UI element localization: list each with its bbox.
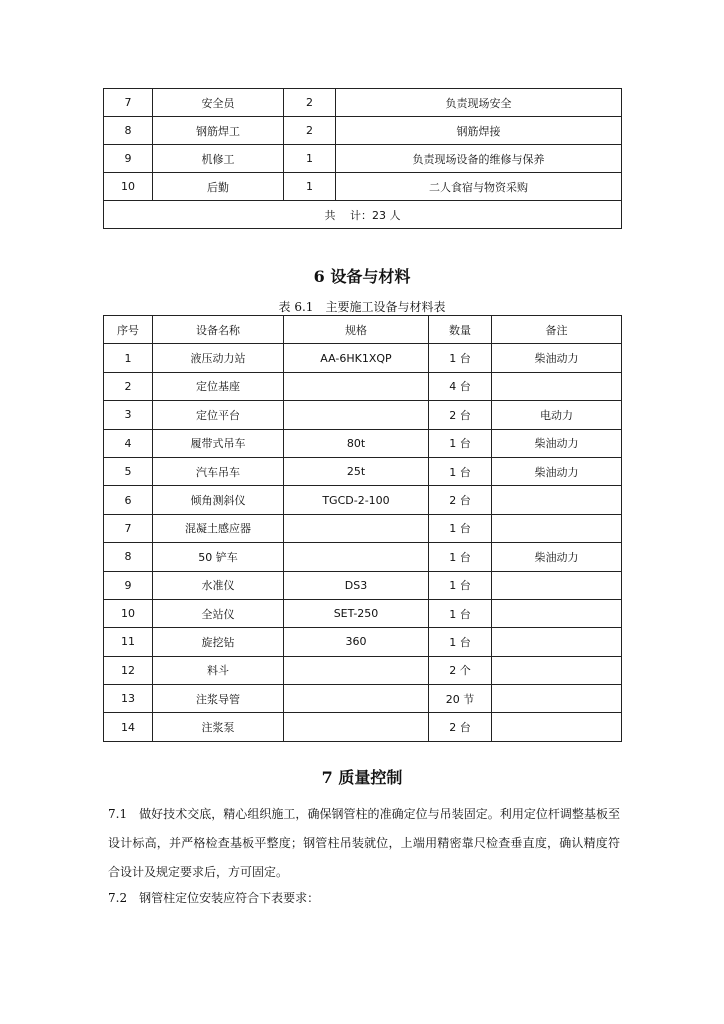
table-cell: 柴油动力 <box>492 457 622 485</box>
table-cell <box>284 685 429 713</box>
total-row <box>104 201 622 229</box>
table-row <box>104 571 622 599</box>
table-cell: 2 台 <box>429 486 492 514</box>
table-cell: SET-250 <box>284 599 429 627</box>
table-cell: 定位基座 <box>153 372 284 400</box>
table-cell: 汽车吊车 <box>153 457 284 485</box>
table-cell: 2 <box>284 117 336 145</box>
table-cell: 4 <box>104 429 153 457</box>
table-cell: 注浆泵 <box>153 713 284 741</box>
staffing-table <box>103 88 622 229</box>
table-cell: 7 <box>104 89 153 117</box>
table-cell: 定位平台 <box>153 401 284 429</box>
table-cell: 负责现场设备的维修与保养 <box>336 145 622 173</box>
table-cell: 1 台 <box>429 628 492 656</box>
table-cell: 旋挖钻 <box>153 628 284 656</box>
table-cell: AA-6HK1XQP <box>284 344 429 372</box>
table-row <box>104 599 622 627</box>
table-cell: 柴油动力 <box>492 543 622 571</box>
table-cell: 1 <box>104 344 153 372</box>
table-cell: DS3 <box>284 571 429 599</box>
table-cell: 料斗 <box>153 656 284 684</box>
table-cell: 11 <box>104 628 153 656</box>
table-cell: 2 台 <box>429 401 492 429</box>
table-cell: 10 <box>104 173 153 201</box>
table-row <box>104 173 622 201</box>
section-7-heading: 7 质量控制 <box>321 768 403 787</box>
table-row <box>104 656 622 684</box>
table-row <box>104 401 622 429</box>
table-cell <box>492 571 622 599</box>
table-cell: 1 台 <box>429 599 492 627</box>
table-cell: 8 <box>104 117 153 145</box>
table-cell <box>492 713 622 741</box>
table-cell: 钢筋焊接 <box>336 117 622 145</box>
table-cell <box>284 656 429 684</box>
table-cell: 1 台 <box>429 429 492 457</box>
column-header: 数量 <box>429 316 492 344</box>
table-cell: 1 台 <box>429 543 492 571</box>
table-row <box>104 486 622 514</box>
table-cell <box>284 372 429 400</box>
table-cell: 二人食宿与物资采购 <box>336 173 622 201</box>
table-cell: 1 台 <box>429 571 492 599</box>
table-cell: 2 <box>284 89 336 117</box>
table-cell: 后勤 <box>153 173 284 201</box>
table-cell: 安全员 <box>153 89 284 117</box>
table-cell: 2 个 <box>429 656 492 684</box>
table-cell <box>492 656 622 684</box>
table-cell: 12 <box>104 656 153 684</box>
table-cell <box>284 543 429 571</box>
table-cell: 全站仪 <box>153 599 284 627</box>
table-cell: 履带式吊车 <box>153 429 284 457</box>
table-cell <box>492 599 622 627</box>
table-cell <box>284 401 429 429</box>
table-row <box>104 457 622 485</box>
table-cell: 1 <box>284 173 336 201</box>
table-cell: 4 台 <box>429 372 492 400</box>
table-cell: 注浆导管 <box>153 685 284 713</box>
table-cell: 钢筋焊工 <box>153 117 284 145</box>
table-row <box>104 543 622 571</box>
table-cell: 3 <box>104 401 153 429</box>
table-cell: 25t <box>284 457 429 485</box>
table-cell: 20 节 <box>429 685 492 713</box>
table-cell: 7 <box>104 514 153 542</box>
column-header: 规格 <box>284 316 429 344</box>
table-cell: 14 <box>104 713 153 741</box>
table-row <box>104 713 622 741</box>
table-cell: 柴油动力 <box>492 429 622 457</box>
table-cell: 柴油动力 <box>492 344 622 372</box>
table-cell <box>284 713 429 741</box>
table-row <box>104 344 622 372</box>
table-cell: 2 <box>104 372 153 400</box>
table-cell: 混凝土感应器 <box>153 514 284 542</box>
table-cell <box>492 628 622 656</box>
table-cell: 80t <box>284 429 429 457</box>
paragraph-7-1: 7.1 做好技术交底，精心组织施工，确保钢管柱的准确定位与吊装固定。利用定位杆调整基板至设计标高，并严格检查基板平整度；钢管柱吊装就位，上端用精密靠尺检查垂直度，确认精度符合设计及规定要求后，方可固定。 <box>108 807 620 879</box>
table-cell <box>284 514 429 542</box>
table-cell: 1 台 <box>429 344 492 372</box>
table-cell: 负责现场安全 <box>336 89 622 117</box>
table-cell <box>492 514 622 542</box>
table-cell: 1 台 <box>429 514 492 542</box>
column-header: 设备名称 <box>153 316 284 344</box>
table-cell: 机修工 <box>153 145 284 173</box>
table-cell: 水准仪 <box>153 571 284 599</box>
column-header: 序号 <box>104 316 153 344</box>
equipment-table <box>103 315 622 742</box>
table-row <box>104 117 622 145</box>
table-cell <box>492 372 622 400</box>
table-row <box>104 628 622 656</box>
paragraph-7-2: 7.2 钢管柱定位安装应符合下表要求： <box>108 891 320 905</box>
table-cell: 6 <box>104 486 153 514</box>
table-cell: 360 <box>284 628 429 656</box>
column-header: 备注 <box>492 316 622 344</box>
table-row <box>104 372 622 400</box>
table-row <box>104 514 622 542</box>
table-cell: 13 <box>104 685 153 713</box>
table-cell: 2 台 <box>429 713 492 741</box>
table-cell: 9 <box>104 145 153 173</box>
table-row <box>104 89 622 117</box>
total-cell: 共 计：23 人 <box>104 201 622 229</box>
table-row <box>104 685 622 713</box>
table-cell: 液压动力站 <box>153 344 284 372</box>
table-cell: 9 <box>104 571 153 599</box>
table-cell: 1 <box>284 145 336 173</box>
table-cell: TGCD-2-100 <box>284 486 429 514</box>
table-cell: 50 铲车 <box>153 543 284 571</box>
table-cell: 电动力 <box>492 401 622 429</box>
table-cell: 1 台 <box>429 457 492 485</box>
table-cell <box>492 685 622 713</box>
table-cell: 倾角测斜仪 <box>153 486 284 514</box>
table-cell: 5 <box>104 457 153 485</box>
table-caption: 表 6.1 主要施工设备与材料表 <box>278 300 446 314</box>
section-6-heading: 6 设备与材料 <box>313 267 411 286</box>
table-row <box>104 145 622 173</box>
table-cell: 10 <box>104 599 153 627</box>
header-row <box>104 316 622 344</box>
table-cell: 8 <box>104 543 153 571</box>
table-cell <box>492 486 622 514</box>
table-row <box>104 429 622 457</box>
